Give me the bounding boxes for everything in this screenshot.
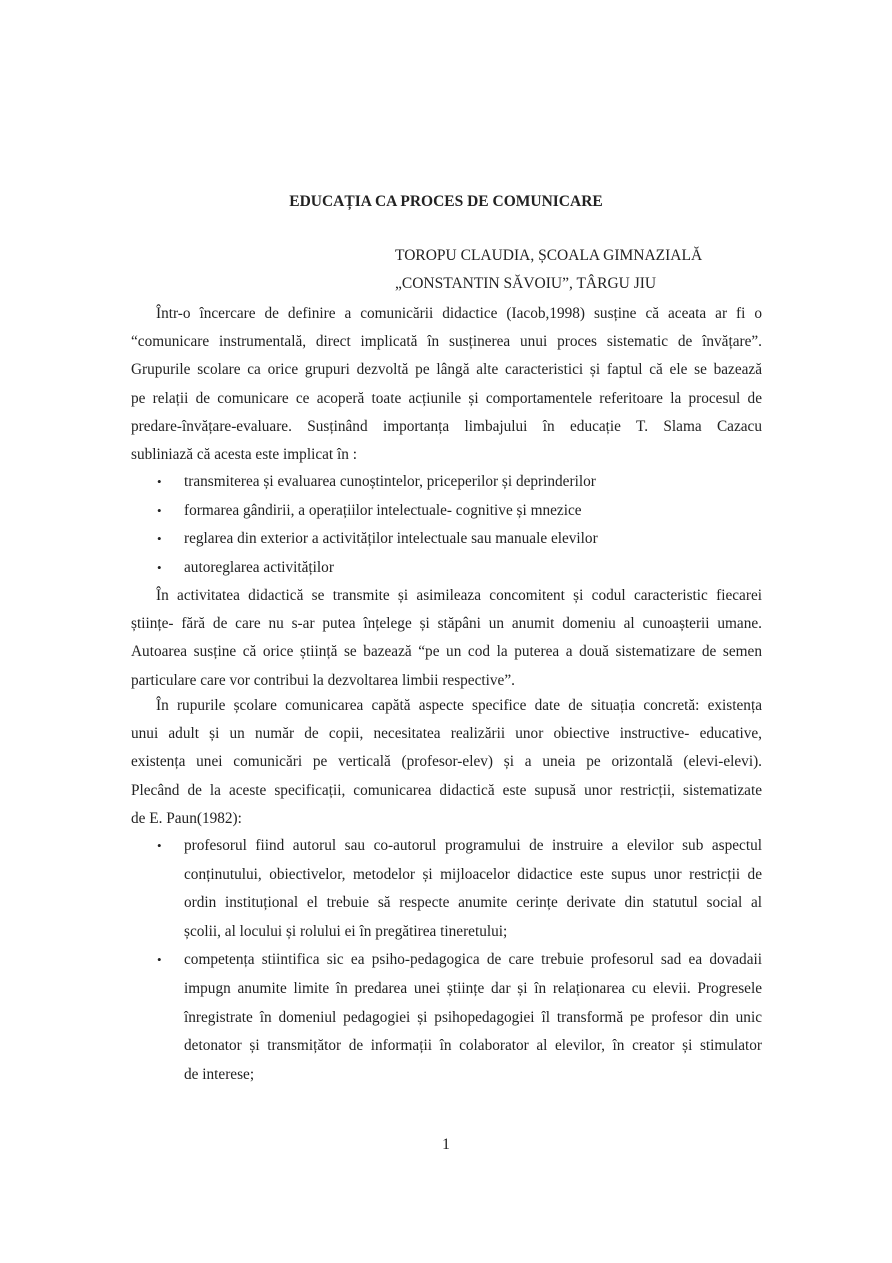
list-item xyxy=(131,468,762,497)
text-line: ordin instituțional el trebuie să respecte anumite cerințe derivate din statutul social al xyxy=(184,894,762,912)
text-line: conținutului, obiectivelor, metodelor și mijloacelor didactice este supus unor restricții de xyxy=(184,865,762,883)
text-line: Plecând de la aceste specificații, comunicarea didactică este supusă unor restricții, sistematizate xyxy=(131,781,762,799)
text-line: “comunicare instrumentală, direct implicată în susținerea unui proces sistematic de învățare”. xyxy=(131,333,762,351)
text-line: Într-o încercare de definire a comunicării didactice (Iacob,1998) susține că aceata ar fi o xyxy=(156,305,762,322)
list-item xyxy=(131,525,762,554)
text-line: științe- fără de care nu s-ar putea înțelege și stăpâni un anumit domeniu al cunoașterii umane. xyxy=(131,615,762,633)
text-line: impugn anumite limite în predarea unei științe dar și în relaționarea cu elevii. Progresele xyxy=(184,979,762,997)
text-line: de interese; xyxy=(184,1065,255,1083)
author-affiliation-line: „CONSTANTIN SĂVOIU”, TÂRGU JIU xyxy=(395,275,657,292)
bullet-list-2 xyxy=(131,832,762,1089)
text-line: înregistrate în domeniul pedagogiei și psihopedagogiei îl transformă pe profesor din unic xyxy=(184,1008,762,1026)
text-line: predare-învățare-evaluare. Susținând importanța limbajului în educație T. Slama Cazacu xyxy=(131,417,762,435)
text-line: Autoarea susține că orice știință se bazează “pe un cod la puterea a două sistematizare de semen xyxy=(131,643,762,661)
author-line: TOROPU CLAUDIA, ȘCOALA GIMNAZIALĂ xyxy=(395,247,703,264)
document-title: EDUCAȚIA CA PROCES DE COMUNICARE xyxy=(289,193,603,210)
bullet-icon: • xyxy=(157,952,162,968)
text-line: Grupurile scolare ca orice grupuri dezvoltă pe lângă alte caracteristici și faptul că ele se bazează xyxy=(131,361,762,379)
paragraph-3 xyxy=(131,692,762,833)
paragraph-1 xyxy=(131,300,762,469)
text-line: competența stiintifica sic ea psiho-pedagogica de care trebuie profesorul sad ea dovadaii xyxy=(184,951,762,969)
bullet-icon: • xyxy=(157,502,162,518)
bullet-list-1 xyxy=(131,468,762,582)
text-line: formarea gândirii, a operațiilor intelectuale- cognitive și mnezice xyxy=(184,501,582,519)
bullet-icon: • xyxy=(157,559,162,575)
text-line: școlii, al locului și rolului ei în pregătirea tineretului; xyxy=(184,922,508,940)
text-line: autoreglarea activităților xyxy=(184,558,334,576)
paragraph-2 xyxy=(131,582,762,695)
text-line: transmiterea și evaluarea cunoștintelor, priceperilor și deprinderilor xyxy=(184,473,596,490)
text-line: particulare care vor contribui la dezvoltarea limbii respective”. xyxy=(131,671,515,689)
bullet-icon: • xyxy=(157,474,162,489)
list-item xyxy=(131,832,762,946)
text-line: detonator și transmițător de informații în colaborator al elevilor, în creator și stimulator xyxy=(184,1037,762,1055)
text-line: subliniază că acesta este implicat în : xyxy=(131,445,357,463)
bullet-icon: • xyxy=(157,531,162,547)
page-number: 1 xyxy=(442,1136,450,1153)
text-line: de E. Paun(1982): xyxy=(131,809,242,827)
text-line: unui adult și un număr de copii, necesitatea realizării unor obiective instructive- educative, xyxy=(131,725,762,743)
list-item xyxy=(131,946,762,1089)
text-line: În activitatea didactică se transmite și asimileaza concomitent și codul caracteristic fiecarei xyxy=(156,587,762,604)
text-line: profesorul fiind autorul sau co-autorul programului de instruire a elevilor sub aspectul xyxy=(184,837,762,854)
text-line: reglarea din exterior a activităților intelectuale sau manuale elevilor xyxy=(184,530,598,548)
bullet-icon: • xyxy=(157,838,162,853)
text-line: În rupurile școlare comunicarea capătă aspecte specifice date de situația concretă: existența xyxy=(156,697,762,714)
text-line: existența unei comunicări pe verticală (profesor-elev) și a uneia pe orizontală (elevi-elevi). xyxy=(131,753,762,771)
list-item xyxy=(131,497,762,526)
list-item xyxy=(131,554,762,583)
text-line: pe relații de comunicare ce acoperă toate acțiunile și comportamentele referitoare la procesul de xyxy=(131,389,762,407)
